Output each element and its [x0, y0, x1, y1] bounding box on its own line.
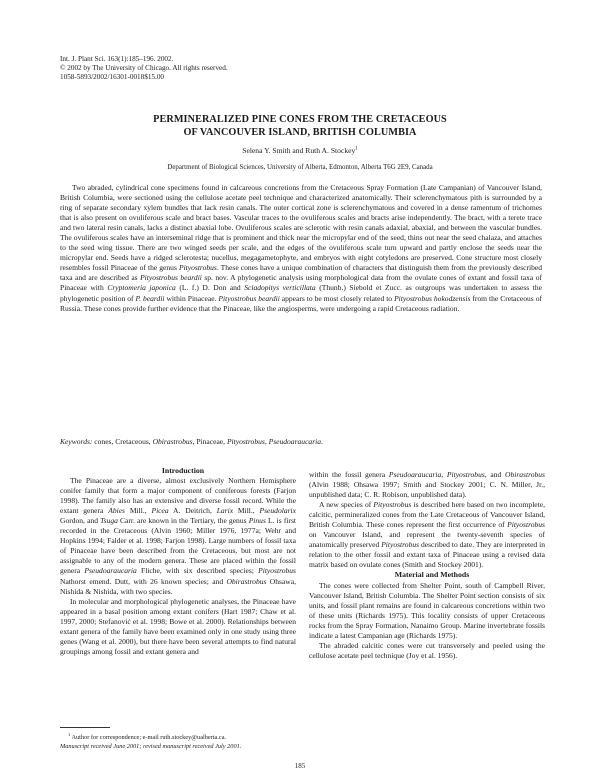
- right-column: [309, 470, 545, 661]
- intro-paragraph-2: In molecular and morphological phylogenetic analyses, the Pinaceae have appeared in a basal position among extant conifers (Hart 1987; Chaw et al. 1997, 2000; Stefanović et al. 1998; Bowe et al. 2000). Relationships between extant genera of the family have been examined only in one study using three genes (Wang et al. 2000), but there have been several attempts to find natural groupings among fossil and extant genera and: [60, 596, 296, 656]
- introduction-heading: Introduction: [161, 466, 205, 475]
- keywords-label: Keywords:: [60, 437, 93, 446]
- journal-header: [60, 55, 228, 83]
- methods-paragraph-1: The cones were collected from Shelter Point, south of Campbell River, Vancouver Island, British Columbia. The Shelter Point section consists of six units, and fossil plant remains are found in calcareous concretions within two of these units (Richards 1975). This locality consists of upper Cretaceous rocks from the Spray Formation, Nanaimo Group. Marine invertebrate fossils indicate a latest Campanian age (Richards 1975).: [309, 580, 545, 640]
- authors: Selena Y. Smith and Ruth A. Stockey: [242, 146, 356, 155]
- footnote-correspondence: $^1$ Author for correspondence; e-mail ruth.stockey@ualberta.ca.: [68, 732, 227, 742]
- footnote-rule: [60, 727, 110, 728]
- title-line-1: PERMINERALIZED PINE CONES FROM THE CRETACEOUS: [153, 114, 447, 125]
- issn-line: 1058-5893/2002/16301-0018$15.00: [60, 73, 165, 82]
- citation-line: Int. J. Plant Sci. 163(1):185–196. 2002.: [60, 55, 174, 63]
- footnotes: [60, 731, 296, 751]
- right-paragraph-2: A new species of Pityostrobus is described here based on two incomplete, calcitic, permineralized cones from the Late Cretaceous of Vancouver Island, British Columbia. These cones represent the first occurrence of Pityostrobus on Vancouver Island, and represent the twenty-seventh species of anatomically preserved Pityostrobus described to date. They are interpreted in relation to the other fossil and extant taxa of Pinaceae using a revised data matrix based on ovulate cones (Smith and Stockey 2001).: [309, 500, 545, 570]
- author-footnote-mark: 1: [355, 146, 358, 152]
- affiliation: Department of Biological Sciences, University of Alberta, Edmonton, Alberta T6G 2E9, Canada: [167, 164, 433, 171]
- title-line-2: OF VANCOUVER ISLAND, BRITISH COLUMBIA: [183, 127, 417, 138]
- right-paragraph-1: within the fossil genera Pseudoaraucaria, Pityostrobus, and Obirastrobus (Alvin 1988; Ohsawa 1997; Smith and Stockey 2001; C. N. Miller, Jr., unpublished data; C. R. Robison, unpublished data).: [309, 470, 545, 500]
- intro-paragraph-1: The Pinaceae are a diverse, almost exclusively Northern Hemisphere conifer family that form a major component of coniferous forests (Farjon 1998). The family also has an extensive and diverse fossil record. While the extant genera Abies Mill., Picea A. Deitrich, Larix Mill., Pseudolarix Gordon, and Tsuga Carr. are known in the Tertiary, the genus Pinus L. is first recorded in the Cretaceous (Alvin 1960; Miller 1976, 1977a; Wehr and Hopkins 1994; Falder et al. 1998; Farjon 1998). Large numbers of fossil taxa of Pinaceae have been described from the Cretaceous, but most are not assignable to any of the modern genera. These are placed within the fossil genera Pseudoaraucaria Fliche, with six described species; Pityostrobus Nathorst emend. Dutt, with 26 known species; and Obirastrobus Ohsawa, Nishida & Nishida, with two species.: [60, 476, 296, 596]
- copyright-line: © 2002 by The University of Chicago. All rights reserved.: [60, 64, 228, 73]
- left-column: [60, 466, 296, 657]
- abstract: Two abraded, cylindrical cone specimens found in calcareous concretions from the Cretaceous Spray Formation (Late Campanian) of Vancouver Island, British Columbia, were sectioned using the cellulose acetate peel technique and characterized anatomically. Their sclerenchymatous pith is surrounded by a ring of separate secondary xylem bundles that lack resin canals. The outer cortical zone is sclerenchymatous and covered in a dense ramentum of trichomes that is also present on ovuliferous scale and bract bases. Vascular traces to the ovuliferous scales and bracts arise independently. The bract, with a terete trace and two lateral resin canals, lacks a distinct abaxial lobe. Ovuliferous scales are sclerotic with resin canals adaxial, abaxial, and between the vascular bundles. The ovuliferous scales have an interseminal ridge that is prominent and thick near the micropylar end of the seed, thins out near the seed chalaza, and attaches to the seed wing tissue. There are two winged seeds per scale, and the edges of the ovuliferous scale turn upward and partly enclose the seeds near the micropylar end. Seeds have a ridged sclerotesta; nucellus, megagametophyte, and embryos with eight cotyledons are preserved. Cone structure most closely resembles fossil Pinaceae of the genus Pityostrobus. These cones have a unique combination of characters that distinguish them from the previously described taxa and are described as Pityostrobus beardii sp. nov. A phylogenetic analysis using morphological data from the ovulate cones of extant and fossil taxa of Pinaceae with Cryptomeria japonica (L. f.) D. Don and Sciadopitys verticillata (Thunb.) Siebold et Zucc. as outgroups was undertaken to assess the phylogenetic position of P. beardii within Pinaceae. Pityostrobus beardii appears to be most closely related to Pityostrobus hokodzensis from the Cretaceous of Russia. These cones provide further evidence that the Pinaceae, like the angiosperms, were undergoing a rapid Cretaceous radiation.: [60, 183, 542, 313]
- author-line: [60, 146, 540, 155]
- methods-heading: Material and Methods: [394, 570, 470, 580]
- page-number: 185: [294, 762, 306, 770]
- methods-paragraph-2: The abraded calcitic cones were cut transversely and peeled using the cellulose acetate peel technique (Joy et al. 1956).: [309, 640, 545, 660]
- footnote-manuscript-dates: Manuscript received June 2001; revised manuscript received July 2001.: [60, 742, 242, 750]
- article-title: [60, 113, 540, 139]
- keywords: Keywords: cones, Cretaceous, Obirastrobus, Pinaceae, Pityostrobus, Pseudoaraucaria.: [60, 437, 323, 446]
